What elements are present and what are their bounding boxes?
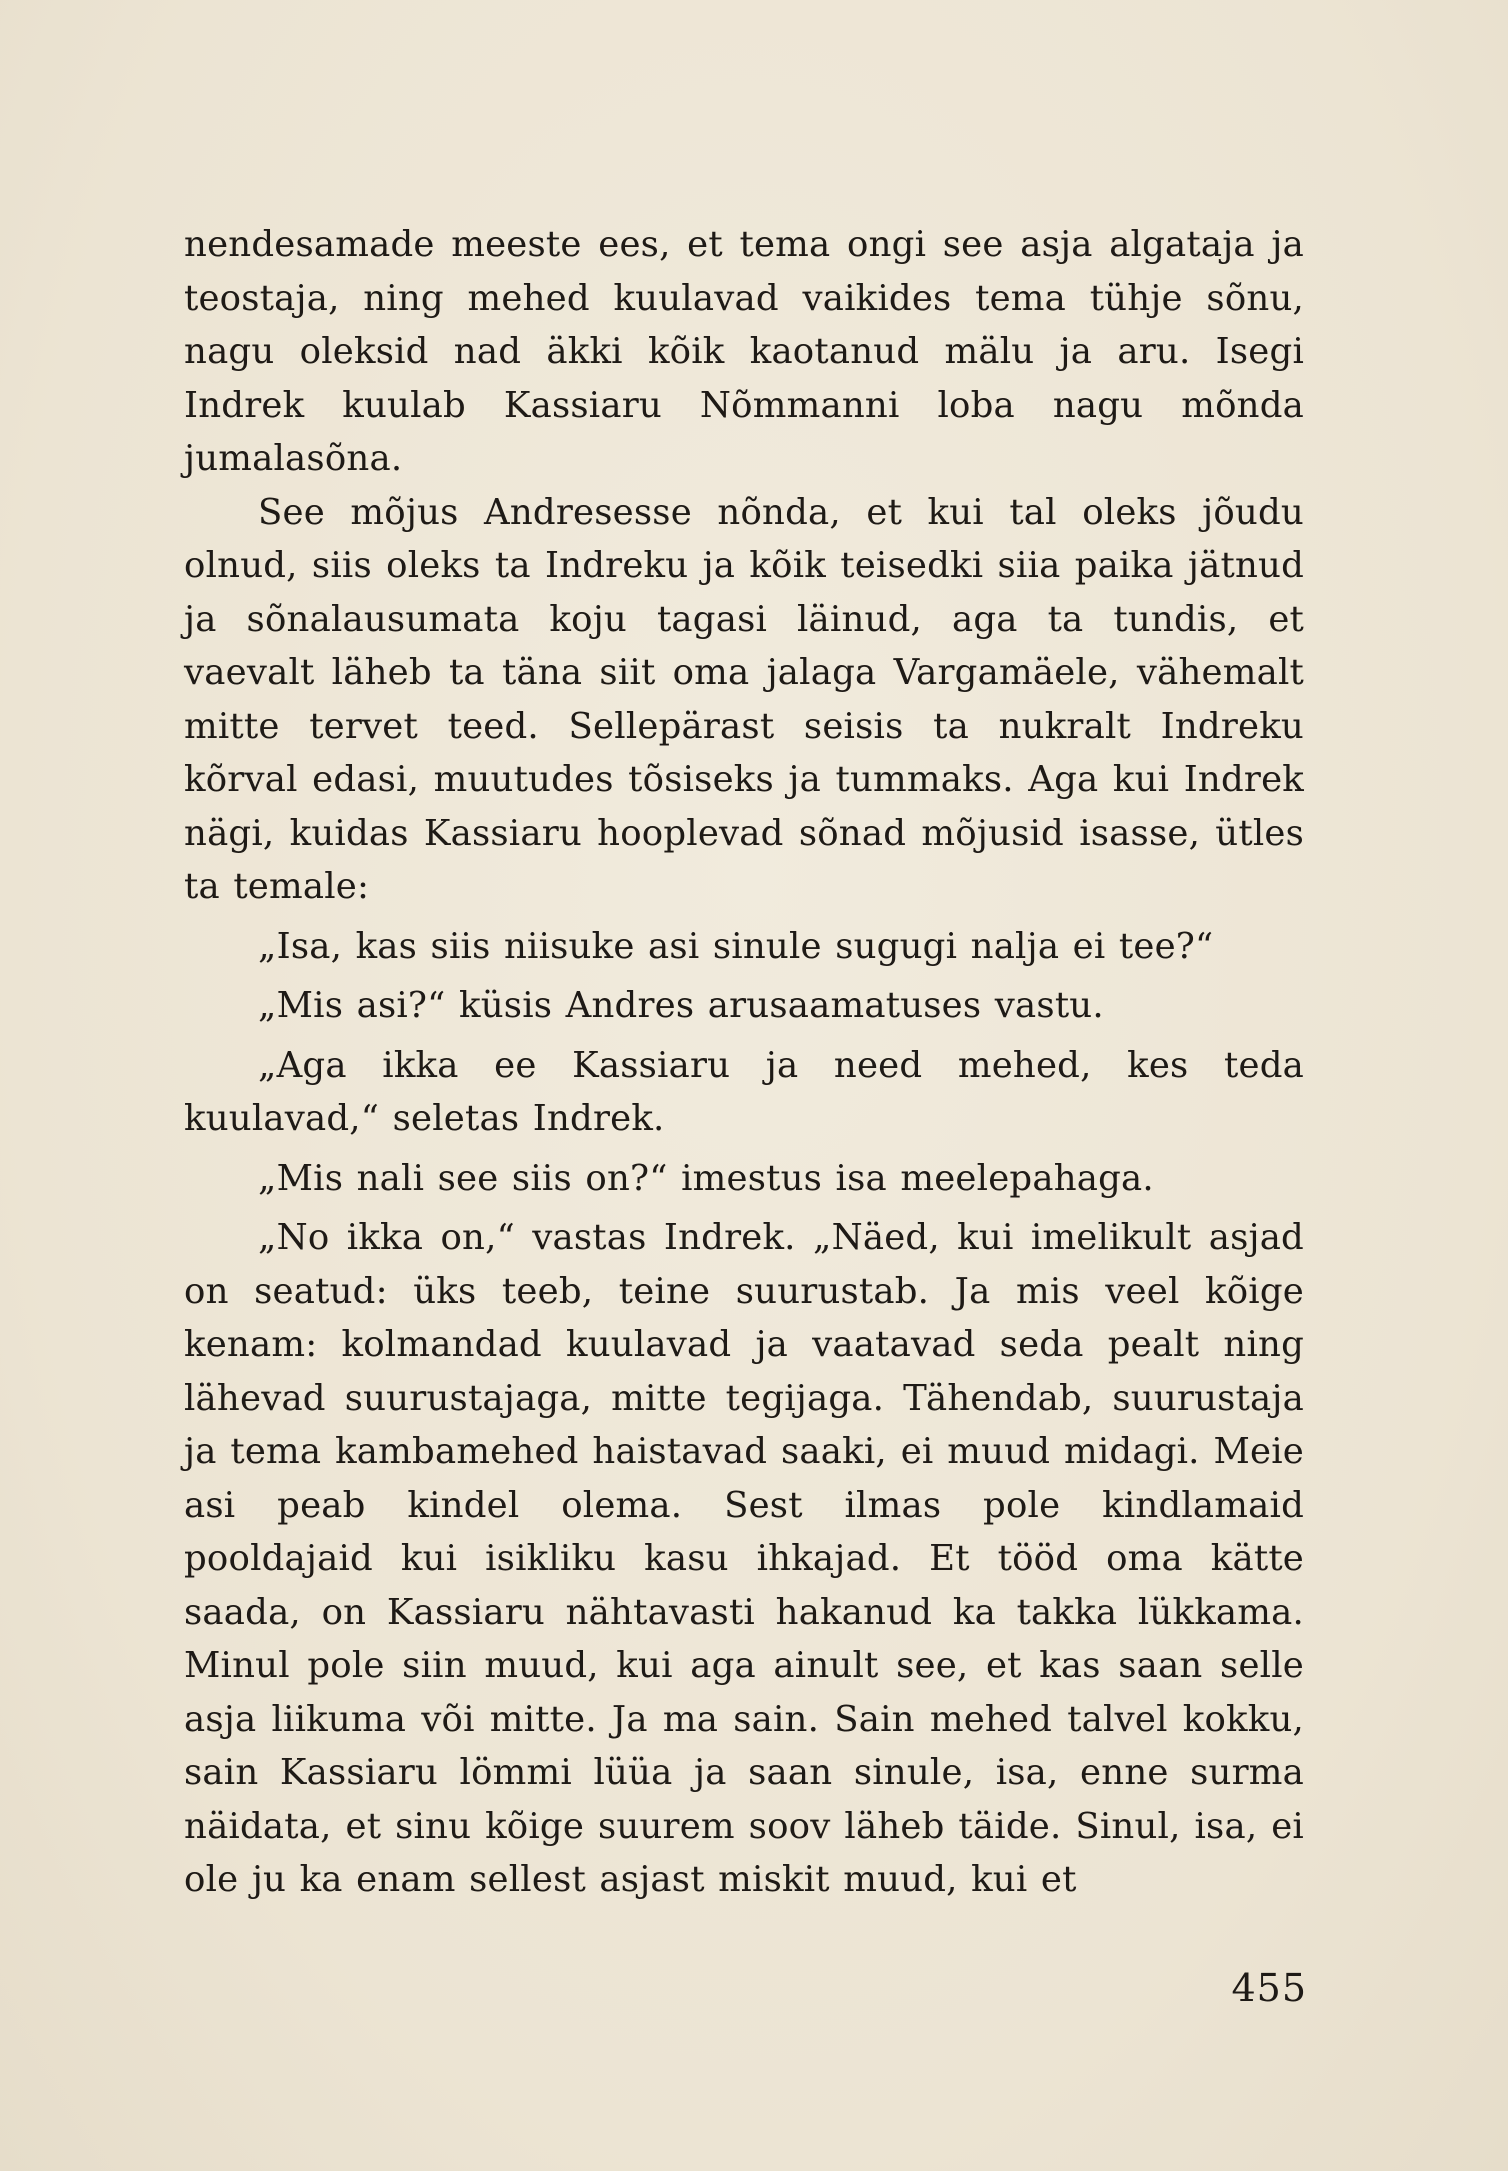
- page-number: 455: [1231, 1966, 1307, 2010]
- body-text: [184, 218, 1304, 1907]
- paragraph-3: „Isa, kas siis niisuke asi sinule sugugi nalja ei tee?“: [258, 925, 1214, 967]
- paragraph-2: See mõjus Andresesse nõnda, et kui tal oleks jõudu olnud, siis oleks ta Indreku ja kõik teisedki siia paika jätnud ja sõnalausumata koju tagasi läinud, aga ta tundis, et vaevalt läheb ta täna siit oma jalaga Vargamäele, vähemalt mitte tervet teed. Sellepärast seisis ta nukralt Indreku kõrval edasi, muutudes tõsiseks ja tummaks. Aga kui Indrek nägi, kuidas Kassiaru hooplevad sõnad mõjusid isasse, ütles ta temale:: [184, 491, 1304, 907]
- paragraph-4: „Mis asi?“ küsis Andres arusaamatuses vastu.: [258, 985, 1104, 1026]
- paragraph-5: „Aga ikka ee Kassiaru ja need mehed, kes teda kuulavad,“ seletas Indrek.: [184, 1044, 1304, 1139]
- paragraph-7: „No ikka on,“ vastas Indrek. „Näed, kui imelikult asjad on seatud: üks teeb, teine suurustab. Ja mis veel kõige kenam: kolmandad kuulavad ja vaatavad seda pealt ning lähevad suurustajaga, mitte tegijaga. Tähendab, suurustaja ja tema kambamehed haistavad saaki, ei muud midagi. Meie asi peab kindel olema. Sest ilmas pole kindlamaid pooldajaid kui isikliku kasu ihkajad. Et tööd oma kätte saada, on Kassiaru nähtavasti hakanud ka takka lükkama. Minul pole siin muud, kui aga ainult see, et kas saan selle asja liikuma või mitte. Ja ma sain. Sain mehed talvel kokku, sain Kassiaru lömmi lüüa ja saan sinule, isa, enne surma näidata, et sinu kõige suurem soov läheb täide. Sinul, isa, ei ole ju ka enam sellest asjast miskit muud, kui et: [184, 1217, 1304, 1900]
- paragraph-6: „Mis nali see siis on?“ imestus isa meelepahaga.: [258, 1157, 1154, 1199]
- paragraph-1: nendesamade meeste ees, et tema ongi see asja algataja ja teostaja, ning mehed kuulavad vaikides tema tühje sõnu, nagu oleksid nad äkki kõik kaotanud mälu ja aru. Isegi Indrek kuulab Kassiaru Nõmmanni loba nagu mõnda jumalasõna.: [184, 224, 1304, 479]
